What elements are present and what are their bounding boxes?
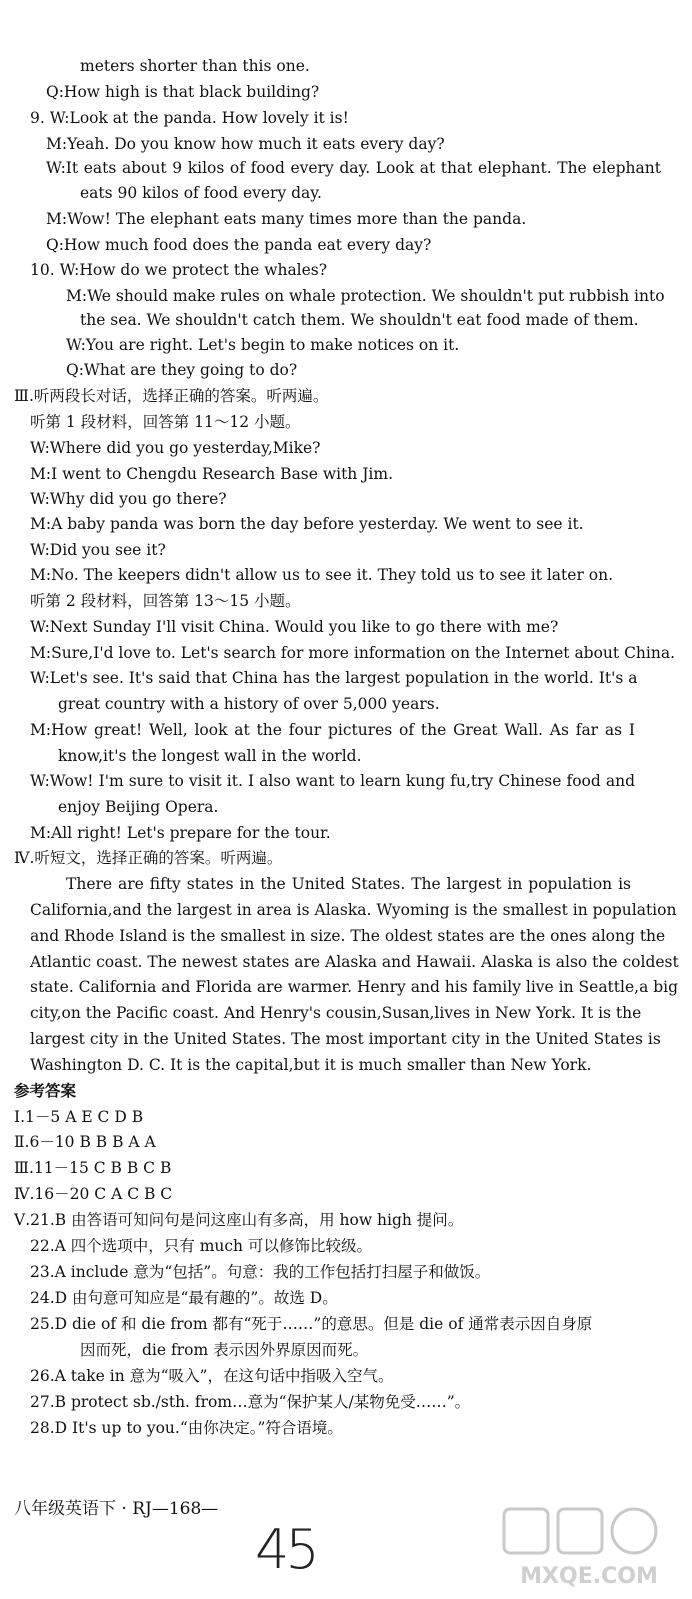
- page-footer: 八年级英语下 · RJ—168—: [14, 1499, 219, 1519]
- text-line: city,on the Pacific coast. And Henry's cousin,Susan,lives in New York. It is the: [30, 1004, 642, 1022]
- text-line: 参考答案: [14, 1081, 77, 1100]
- text-line: W:Next Sunday I'll visit China. Would you like to go there with me?: [30, 618, 559, 636]
- text-line: 因而死，die from 表示因外界原因而死。: [80, 1341, 369, 1359]
- watermark-logo: [494, 1503, 684, 1593]
- text-line: W:Wow! I'm sure to visit it. I also want to learn kung fu,try Chinese food and: [30, 772, 635, 790]
- text-line: M:All right! Let's prepare for the tour.: [30, 824, 331, 842]
- text-line: California,and the largest in area is Alaska. Wyoming is the smallest in population: [30, 901, 677, 919]
- text-line: Ⅲ.听两段长对话，选择正确的答案。听两遍。: [14, 387, 329, 405]
- text-line: W:It eats about 9 kilos of food every day. Look at that elephant. The elephant: [46, 159, 661, 177]
- text-line: Ⅴ.21.B 由答语可知问句是问这座山有多高，用 how high 提问。: [14, 1211, 464, 1229]
- text-line: state. California and Florida are warmer. Henry and his family live in Seattle,a big: [30, 978, 679, 996]
- text-line: 听第 1 段材料，回答第 11～12 小题。: [30, 413, 301, 431]
- text-line: Ⅳ.16－20 C A C B C: [14, 1185, 173, 1203]
- text-line: 28.D It's up to you.“由你决定。”符合语境。: [30, 1419, 343, 1437]
- svg-text:MXQE.COM: MXQE.COM: [520, 1564, 658, 1589]
- text-line: Q:How much food does the panda eat every day?: [46, 236, 432, 254]
- handwritten-page-number: 45: [255, 1518, 316, 1581]
- text-line: Washington D. C. It is the capital,but it is much smaller than New York.: [30, 1056, 592, 1074]
- text-line: W:Where did you go yesterday,Mike?: [30, 439, 321, 457]
- text-line: M:Sure,I'd love to. Let's search for more information on the Internet about China.: [30, 644, 676, 662]
- text-line: great country with a history of over 5,000 years.: [58, 695, 440, 713]
- text-line: M:No. The keepers didn't allow us to see it. They told us to see it later on.: [30, 566, 614, 584]
- text-line: 26.A take in 意为“吸入”，在这句话中指吸入空气。: [30, 1367, 394, 1385]
- text-line: Q:What are they going to do?: [66, 361, 298, 379]
- text-line: M:Wow! The elephant eats many times more than the panda.: [46, 210, 527, 228]
- text-line: W:Let's see. It's said that China has the largest population in the world. It's a: [30, 669, 638, 687]
- text-line: 9. W:Look at the panda. How lovely it is!: [30, 109, 349, 127]
- text-line: M:A baby panda was born the day before yesterday. We went to see it.: [30, 515, 584, 533]
- text-line: 22.A 四个选项中，只有 much 可以修饰比较级。: [30, 1237, 372, 1255]
- text-line: Ⅲ.11－15 C B B C B: [14, 1159, 172, 1177]
- text-line: and Rhode Island is the smallest in size. The oldest states are the ones along the: [30, 927, 666, 945]
- text-line: M:Yeah. Do you know how much it eats every day?: [46, 135, 445, 153]
- text-line: the sea. We shouldn't catch them. We shouldn't eat food made of them.: [80, 311, 639, 329]
- text-line: 听第 2 段材料，回答第 13～15 小题。: [30, 592, 301, 610]
- text-line: largest city in the United States. The most important city in the United States is: [30, 1030, 661, 1048]
- text-line: Q:How high is that black building?: [46, 83, 320, 101]
- text-line: 23.A include 意为“包括”。句意：我的工作包括打扫屋子和做饭。: [30, 1263, 491, 1281]
- text-line: Ⅳ.听短文，选择正确的答案。听两遍。: [14, 849, 283, 867]
- text-line: W:Did you see it?: [30, 541, 166, 559]
- text-line: 24.D 由句意可知应是“最有趣的”。故选 D。: [30, 1289, 338, 1307]
- text-line: Ⅱ.6－10 B B B A A: [14, 1133, 156, 1151]
- text-line: W:You are right. Let's begin to make notices on it.: [66, 336, 460, 354]
- text-line: eats 90 kilos of food every day.: [80, 184, 322, 202]
- text-line: There are fifty states in the United States. The largest in population is: [66, 875, 631, 893]
- text-line: 27.B protect sb./sth. from…意为“保护某人/某物免受……”。: [30, 1393, 471, 1411]
- text-line: know,it's the longest wall in the world.: [58, 747, 362, 765]
- text-line: Ⅰ.1－5 A E C D B: [14, 1108, 144, 1126]
- text-line: enjoy Beijing Opera.: [58, 798, 219, 816]
- text-line: W:Why did you go there?: [30, 490, 227, 508]
- text-line: meters shorter than this one.: [80, 57, 310, 75]
- text-line: 10. W:How do we protect the whales?: [30, 261, 328, 279]
- text-line: M:I went to Chengdu Research Base with Jim.: [30, 465, 394, 483]
- text-line: M:We should make rules on whale protection. We shouldn't put rubbish into: [66, 287, 665, 305]
- text-line: M:How great! Well, look at the four pictures of the Great Wall. As far as I: [30, 721, 635, 739]
- text-line: 25.D die of 和 die from 都有“死于……”的意思。但是 die of 通常表示因自身原: [30, 1315, 593, 1333]
- text-line: Atlantic coast. The newest states are Alaska and Hawaii. Alaska is also the coldest: [30, 953, 679, 971]
